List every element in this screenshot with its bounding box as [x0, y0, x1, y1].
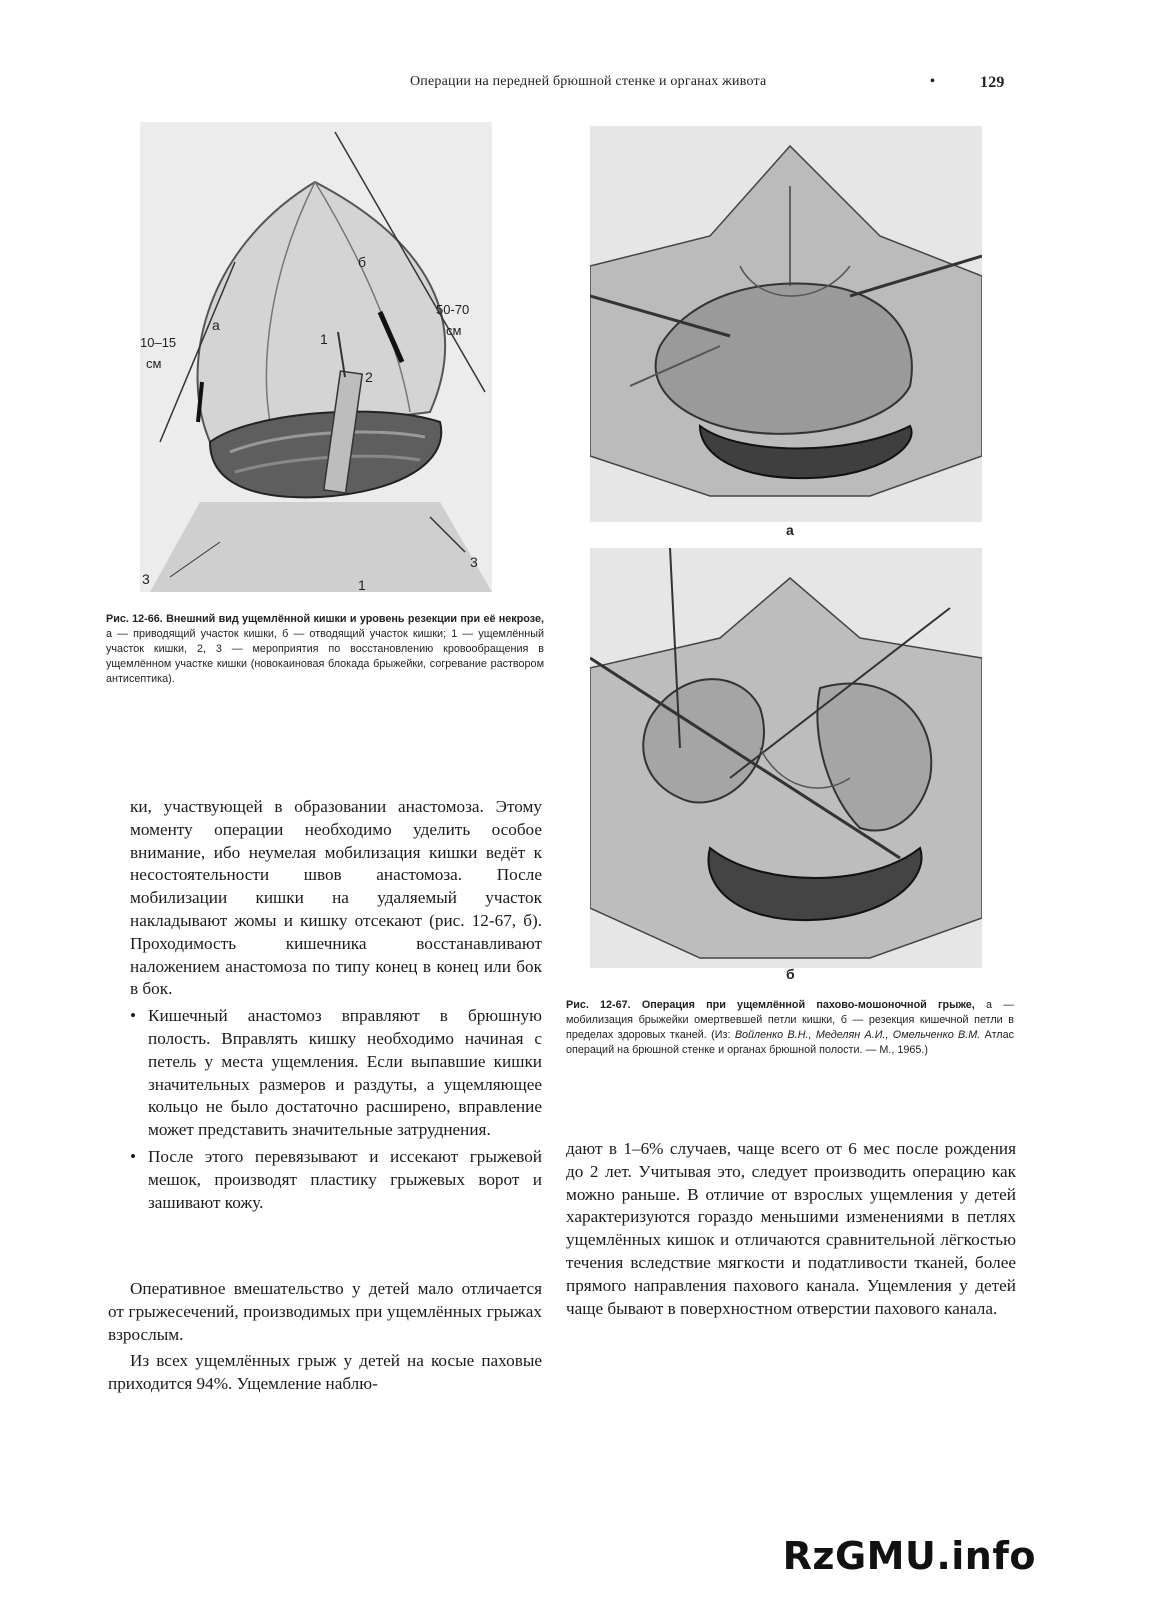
bullet-item-2	[130, 1146, 542, 1214]
right-column	[566, 1138, 1016, 1320]
label-len-b-unit: см	[446, 323, 462, 338]
left-paragraph-1: ки, участвующей в образовании анастомоза. Этому моменту операции необходимо уделить особое внимание, ибо неумелая мобилизация кишки ведёт к несостоятельности швов анастомоза. После мобилизации кишки на удаляемый участок накладывают жомы и кишку отсекают (рис. 12-67, б). Проходимость кишечника восстанавливают наложением анастомоза по типу конец в конец или бок в бок.	[130, 797, 542, 999]
figure-12-67b-illustration	[590, 548, 982, 968]
label-len-a-unit: см	[146, 356, 162, 371]
figure-12-67b-label: б	[786, 966, 795, 982]
figure-12-67b	[590, 548, 982, 968]
label-3-right: 3	[470, 554, 478, 570]
label-1-top: 1	[320, 331, 328, 347]
caption-12-66-lead: Рис. 12-66. Внешний вид ущемлённой кишки и уровень резекции при её некрозе,	[106, 613, 544, 625]
caption-12-67-text: а — мобилизация брыжейки омертвевшей петли кишки, б — резекция кишечной петли в пределах здоровых тканей. (Из:	[566, 999, 1014, 1041]
label-b: б	[358, 254, 367, 270]
label-2: 2	[365, 369, 373, 385]
label-3-left: 3	[142, 571, 150, 587]
caption-12-66	[106, 612, 544, 687]
bullet-item-1-text: Кишечный анастомоз вправляют в брюшную полость. Вправлять кишку необходимо начиная с петель у места ущемления. Если выпавшие кишки значительных размеров и раздуты, а ущемляющее кольцо не было достаточно расширено, вправление может представить значительные затруднения.	[148, 1006, 542, 1140]
caption-12-67	[566, 998, 1014, 1058]
figure-12-66	[140, 122, 492, 592]
caption-12-67-lead: Рис. 12-67. Операция при ущемлённой пахово-мошоночной грыже,	[566, 999, 975, 1011]
site-watermark: RzGMU.info	[782, 1534, 1036, 1578]
header-dot: •	[930, 74, 936, 89]
caption-12-66-text: а — приводящий участок кишки, б — отводящий участок кишки; 1 — ущемлённый участок кишки, 2, 3 — мероприятия по восстановлению кровообращения в ущемлённом участке кишки (новокаиновая блокада брыжейки, согревание раствором антисептика).	[106, 628, 544, 685]
right-paragraph-1: дают в 1–6% случаев, чаще всего от 6 мес после рождения до 2 лет. Учитывая это, следует производить операцию как можно раньше. В отличие от взрослых ущемления у детей характеризуются гораздо меньшими изменениями в петлях ущемлённых кишок и отличаются сравнительной лёгкостью течения вследствие мягкости и податливости тканей, более прямого направления пахового канала. Ущемления у детей чаще бывают в поверхностном отверстии пахового канала.	[566, 1139, 1016, 1318]
bullet-item-1	[130, 1005, 542, 1142]
left-paragraph-3: Из всех ущемлённых грыж у детей на косые паховые приходится 94%. Ущемление наблю-	[108, 1351, 542, 1394]
header-title: Операции на передней брюшной стенке и органах живота	[410, 74, 767, 89]
bullet-mark-2: •	[130, 1146, 137, 1166]
figure-12-67a-illustration	[590, 126, 982, 522]
running-header	[410, 74, 1020, 96]
label-1-bottom: 1	[358, 577, 366, 592]
label-a: а	[212, 317, 220, 333]
left-column-lower	[108, 1278, 542, 1396]
bullet-mark-1: •	[130, 1006, 137, 1026]
label-len-b: 50-70	[436, 302, 470, 317]
figure-12-67a-label: а	[786, 522, 794, 538]
left-column	[130, 796, 542, 1214]
label-len-a: 10–15	[140, 335, 177, 350]
page-number: 129	[980, 74, 1005, 91]
figure-12-66-illustration	[140, 122, 492, 592]
caption-12-67-ref: Войленко В.Н., Меделян А.И., Омельченко В.М.	[734, 1029, 981, 1041]
bullet-item-2-text: После этого перевязывают и иссекают грыжевой мешок, производят пластику грыжевых ворот и зашивают кожу.	[148, 1146, 542, 1212]
left-paragraph-2: Оперативное вмешательство у детей мало отличается от грыжесечений, производимых при ущемлённых грыжах взрослым.	[108, 1279, 542, 1344]
figure-12-67a	[590, 126, 982, 522]
caption-12-67-tail: Атлас операций на брюшной стенке и органах брюшной полости. — М., 1965.)	[566, 1029, 1014, 1056]
